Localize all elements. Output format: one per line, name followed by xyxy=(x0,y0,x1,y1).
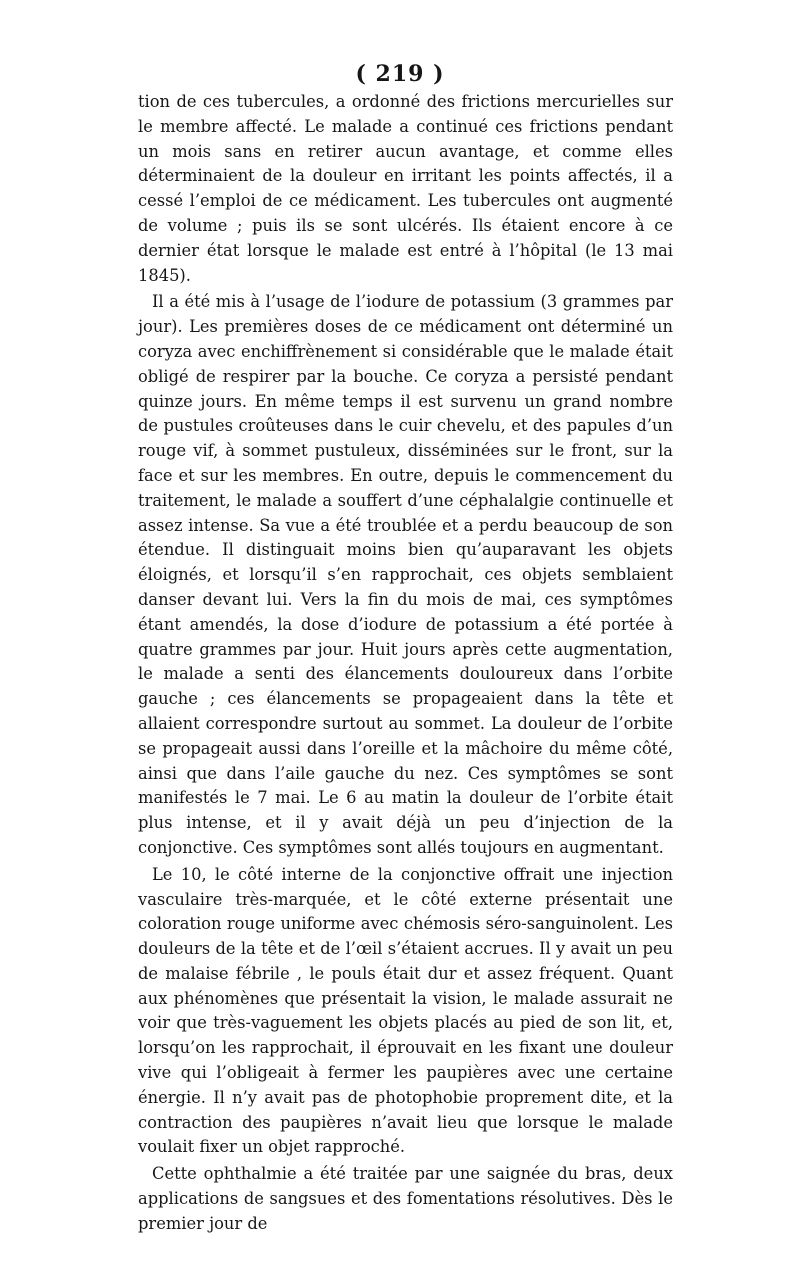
paragraph-continuation: tion de ces tubercules, a ordonné des frictions mercurielles sur le membre affecté. Le malade a continué ces frictions pendant un mois sans en retirer aucun avantage, et comme elles déterminaient de la douleur en irritant les points affectés, il a cessé l’emploi de ce médicament. Les tubercules ont augmenté de volume ; puis ils se sont ulcérés. Ils étaient encore à ce dernier état lorsque le malade est entré à l’hôpital (le 13 mai 1845). xyxy=(138,92,673,285)
paragraph-ophthalmie-treatment: Cette ophthalmie a été traitée par une saignée du bras, deux applications de sangsues et des fomentations résolutives. Dès le premier jour de xyxy=(138,1164,673,1233)
paragraph-conjunctiva: Le 10, le côté interne de la conjonctive offrait une injection vasculaire très-marquée, et le côté externe présentait une coloration rouge uniforme avec chémosis séro-sanguinolent. Les douleurs de la tête et de l’œil s’étaient accrues. Il y avait un peu de malaise fébrile , le pouls était dur et assez fréquent. Quant aux phénomènes que présentait la vision, le malade assurait ne voir que très-vaguement les objets placés au pied de son lit, et, lorsqu’on les rapprochait, il éprouvait en les fixant une douleur vive qui l’obligeait à fermer les paupières avec une certaine énergie. Il n’y avait pas de photophobie proprement dite, et la contraction des paupières n’avait lieu que lorsque le malade voulait fixer un objet rapproché. xyxy=(138,864,673,1157)
paragraph-iodure-treatment: Il a été mis à l’usage de l’iodure de potassium (3 grammes par jour). Les premières doses de ce médicament ont déterminé un coryza avec enchiffrènement si considérable que le malade était obligé de respirer par la bouche. Ce coryza a persisté pendant quinze jours. En même temps il est survenu un grand nombre de pustules croûteuses dans le cuir chevelu, et des papules d’un rouge vif, à sommet pustuleux, disséminées sur le front, sur la face et sur les membres. En outre, depuis le commencement du traitement, le malade a souffert d’une céphalalgie continuelle et assez intense. Sa vue a été troublée et a perdu beaucoup de son étendue. Il distinguait moins bien qu’auparavant les objets éloignés, et lorsqu’il s’en rapprochait, ces objets semblaient danser devant lui. Vers la fin du mois de mai, ces symptômes étant amendés, la dose d’iodure de potassium a été portée à quatre grammes par jour. Huit jours après cette augmentation, le malade a senti des élancements douloureux dans l’orbite gauche ; ces élancements se propageaient dans la tête et allaient correspondre surtout au sommet. La douleur de l’orbite se propageait aussi dans l’oreille et la mâchoire du même côté, ainsi que dans l’aile gauche du nez. Ces symptômes se sont manifestés le 7 mai. Le 6 au matin la douleur de l’orbite était plus intense, et il y avait déjà un peu d’injection de la conjonctive. Ces symptômes sont allés toujours en augmentant. xyxy=(138,292,673,857)
page-number: ( 219 ) xyxy=(355,61,445,87)
body-text xyxy=(138,90,673,1237)
